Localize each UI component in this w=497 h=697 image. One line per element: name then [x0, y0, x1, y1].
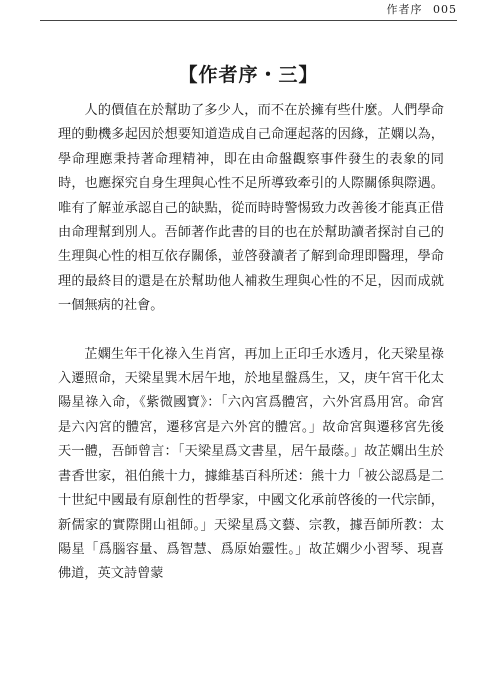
chapter-title: 【作者序・三】: [178, 64, 319, 86]
paragraph-1: 人的價值在於幫助了多少人，而不在於擁有些什麼。人們學命理的動機多起因於想要知道造成自己命運起落的因緣，芷嫻以為，學命理應秉持著命理精神，即在由命盤觀察事件發生的表象的同時，也應探究自身生理與心性不足所導致牽引的人際關係與際遇。唯有了解並承認自己的缺點，從而時時警惕致力改善後才能真正借由命理幫到別人。吾師著作此書的目的也在於幫助讀者探討自己的生理與心性的相互依存關係，並啓發讀者了解到命理即醫理，學命理的最終目的還是在於幫助他人補救生理與心性的不足，因而成就一個無病的社會。: [58, 103, 444, 314]
header-section-title: 作者序: [386, 3, 423, 16]
paragraph-2: 芷嫻生年干化祿入生肖宮，再加上正印壬水透月，化天梁星祿入遷照命，天梁星巽木居午地，於地星盤爲生，又，庚午宮干化太陽星祿入命，《紫微國寶》：「六內宮爲體宮，六外宮爲用宮。命宮是六內宮的體宮，遷移宮是六外宮的體宮。」故命宮與遷移宮先後天一體，吾師曾言：「天梁星爲文書星，居午最蔭。」故芷嫻出生於書香世家，祖伯熊十力，據維基百科所述：熊十力「被公認爲是二十世紀中國最有原創性的哲學家，中國文化承前啓後的一代宗師，新儒家的實際開山祖師。」天梁星爲文藝、宗教，據吾師所教：太陽星「爲腦容量、爲智慧、爲原始靈性。」故芷嫻少小習琴、現喜佛道，英文詩曾蒙: [58, 346, 444, 582]
page-number: 005: [433, 3, 457, 16]
header-text: [381, 1, 458, 17]
body-text: [58, 99, 444, 587]
running-header: [40, 0, 457, 21]
